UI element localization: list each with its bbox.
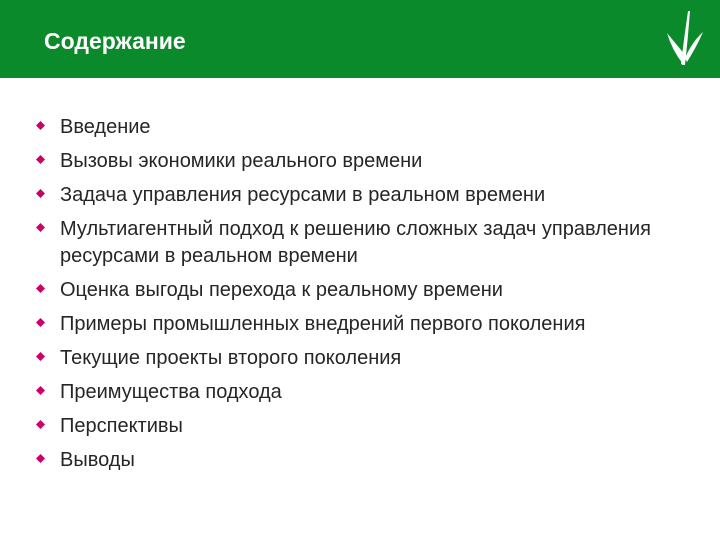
toc-item-label: Задача управления ресурсами в реальном времени bbox=[60, 184, 546, 206]
diamond-bullet-icon bbox=[36, 454, 45, 463]
diamond-bullet-icon bbox=[36, 155, 45, 164]
toc-item bbox=[36, 277, 696, 304]
slide-header bbox=[0, 0, 720, 78]
toc-item-label: Оценка выгоды перехода к реальному времени bbox=[60, 279, 503, 301]
diamond-bullet-icon bbox=[36, 284, 45, 293]
toc-item bbox=[36, 216, 696, 270]
toc-item-label: Примеры промышленных внедрений первого поколения bbox=[60, 313, 586, 335]
toc-item-label: Введение bbox=[60, 116, 151, 138]
toc-item-label: Вызовы экономики реального времени bbox=[60, 150, 423, 172]
diamond-bullet-icon bbox=[36, 420, 45, 429]
toc-item-label: Мультиагентный подход к решению сложных задач управления ресурсами в реальном времени bbox=[60, 218, 651, 267]
diamond-bullet-icon bbox=[36, 352, 45, 361]
toc-item bbox=[36, 379, 696, 406]
toc-item bbox=[36, 311, 696, 338]
toc-item-label: Выводы bbox=[60, 449, 135, 471]
toc-item bbox=[36, 413, 696, 440]
toc-item-label: Перспективы bbox=[60, 415, 183, 437]
sprout-logo-icon bbox=[664, 8, 704, 68]
diamond-bullet-icon bbox=[36, 223, 45, 232]
slide-title: Содержание bbox=[44, 28, 186, 54]
toc-item bbox=[36, 182, 696, 209]
diamond-bullet-icon bbox=[36, 386, 45, 395]
diamond-bullet-icon bbox=[36, 121, 45, 130]
toc-item bbox=[36, 345, 696, 372]
toc-item bbox=[36, 148, 696, 175]
diamond-bullet-icon bbox=[36, 189, 45, 198]
toc-item bbox=[36, 114, 696, 141]
toc-item bbox=[36, 447, 696, 474]
toc-item-label: Текущие проекты второго поколения bbox=[60, 347, 402, 369]
diamond-bullet-icon bbox=[36, 318, 45, 327]
table-of-contents bbox=[36, 114, 696, 481]
toc-item-label: Преимущества подхода bbox=[60, 381, 282, 403]
